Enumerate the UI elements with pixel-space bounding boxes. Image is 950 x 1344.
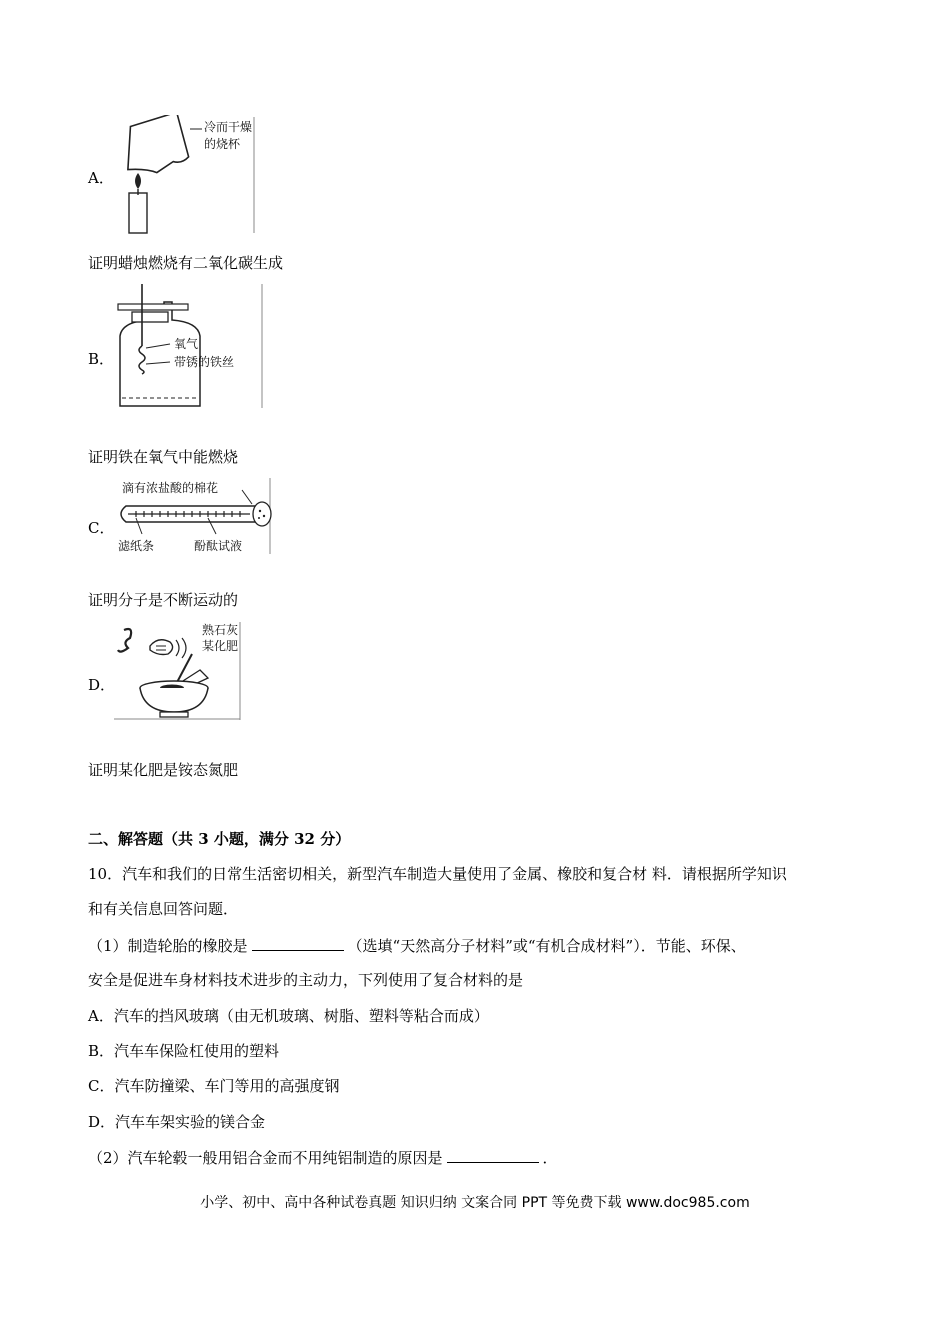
option-a-label-2: 的烧杯 — [204, 137, 241, 151]
option-d-caption: 证明某化肥是铵态氮肥 — [88, 761, 239, 779]
option-c-label-1: 滴有浓盐酸的棉花 — [122, 481, 219, 495]
option-d-label-2: 某化肥 — [202, 639, 239, 653]
q10-part1-before-blank: （1）制造轮胎的橡胶是 — [88, 937, 248, 955]
option-a-caption: 证明蜡烛燃烧有二氧化碳生成 — [88, 254, 284, 272]
option-d-label-1: 熟石灰 — [202, 623, 239, 637]
option-b-label-1: 氧气 — [174, 337, 199, 351]
option-d-figure — [112, 620, 244, 722]
page-footer: 小学、初中、高中各种试卷真题 知识归纳 文案合同 PPT 等免费下载 www.doc985.com — [200, 1195, 750, 1211]
q10-part1-line-1 — [88, 935, 746, 956]
option-a-letter: A． — [88, 169, 114, 187]
q10-choice-b: B．汽车车保险杠使用的塑料 — [88, 1042, 280, 1060]
q10-choice-d: D．汽车车架实验的镁合金 — [88, 1113, 266, 1131]
q10-part2-line — [88, 1147, 558, 1168]
q10-stem-line-1: 10．汽车和我们的日常生活密切相关，新型汽车制造大量使用了金属、橡胶和复合材 料．请根据所学知识 — [88, 865, 787, 883]
option-b-caption: 证明铁在氧气中能燃烧 — [88, 448, 239, 466]
option-c-caption: 证明分子是不断运动的 — [88, 591, 239, 609]
option-b-label-2: 带锈的铁丝 — [174, 355, 235, 369]
option-c-letter: C． — [88, 519, 115, 537]
q10-part2-answer-blank[interactable] — [447, 1147, 539, 1163]
q10-part1-after-blank: （选填“天然高分子材料”或“有机合成材料”）．节能、环保、 — [347, 937, 746, 955]
option-d-letter: D． — [88, 676, 116, 694]
q10-stem-line-2: 和有关信息回答问题． — [88, 900, 239, 918]
option-c-label-3: 酚酞试液 — [194, 539, 243, 553]
q10-part1-answer-blank[interactable] — [252, 935, 344, 951]
option-c-figure — [112, 476, 274, 556]
q10-choice-a: A．汽车的挡风玻璃（由无机玻璃、树脂、塑料等粘合而成） — [88, 1007, 489, 1025]
option-a-figure — [112, 115, 257, 235]
option-b-figure — [112, 282, 264, 410]
q10-part1-line-2: 安全是促进车身材料技术进步的主动力，下列使用了复合材料的是 — [88, 971, 524, 989]
q10-choice-c: C．汽车防撞梁、车门等用的高强度钢 — [88, 1077, 340, 1095]
q10-part2-before-blank: （2）汽车轮毂一般用铝合金而不用纯铝制造的原因是 — [88, 1149, 443, 1167]
option-b-letter: B． — [88, 350, 115, 368]
option-c-label-2: 滤纸条 — [118, 539, 155, 553]
section-heading: 二、解答题（共 3 小题，满分 32 分） — [88, 830, 351, 848]
q10-part2-after-blank: ． — [542, 1149, 558, 1167]
option-a-label-1: 冷而干燥 — [204, 120, 253, 134]
